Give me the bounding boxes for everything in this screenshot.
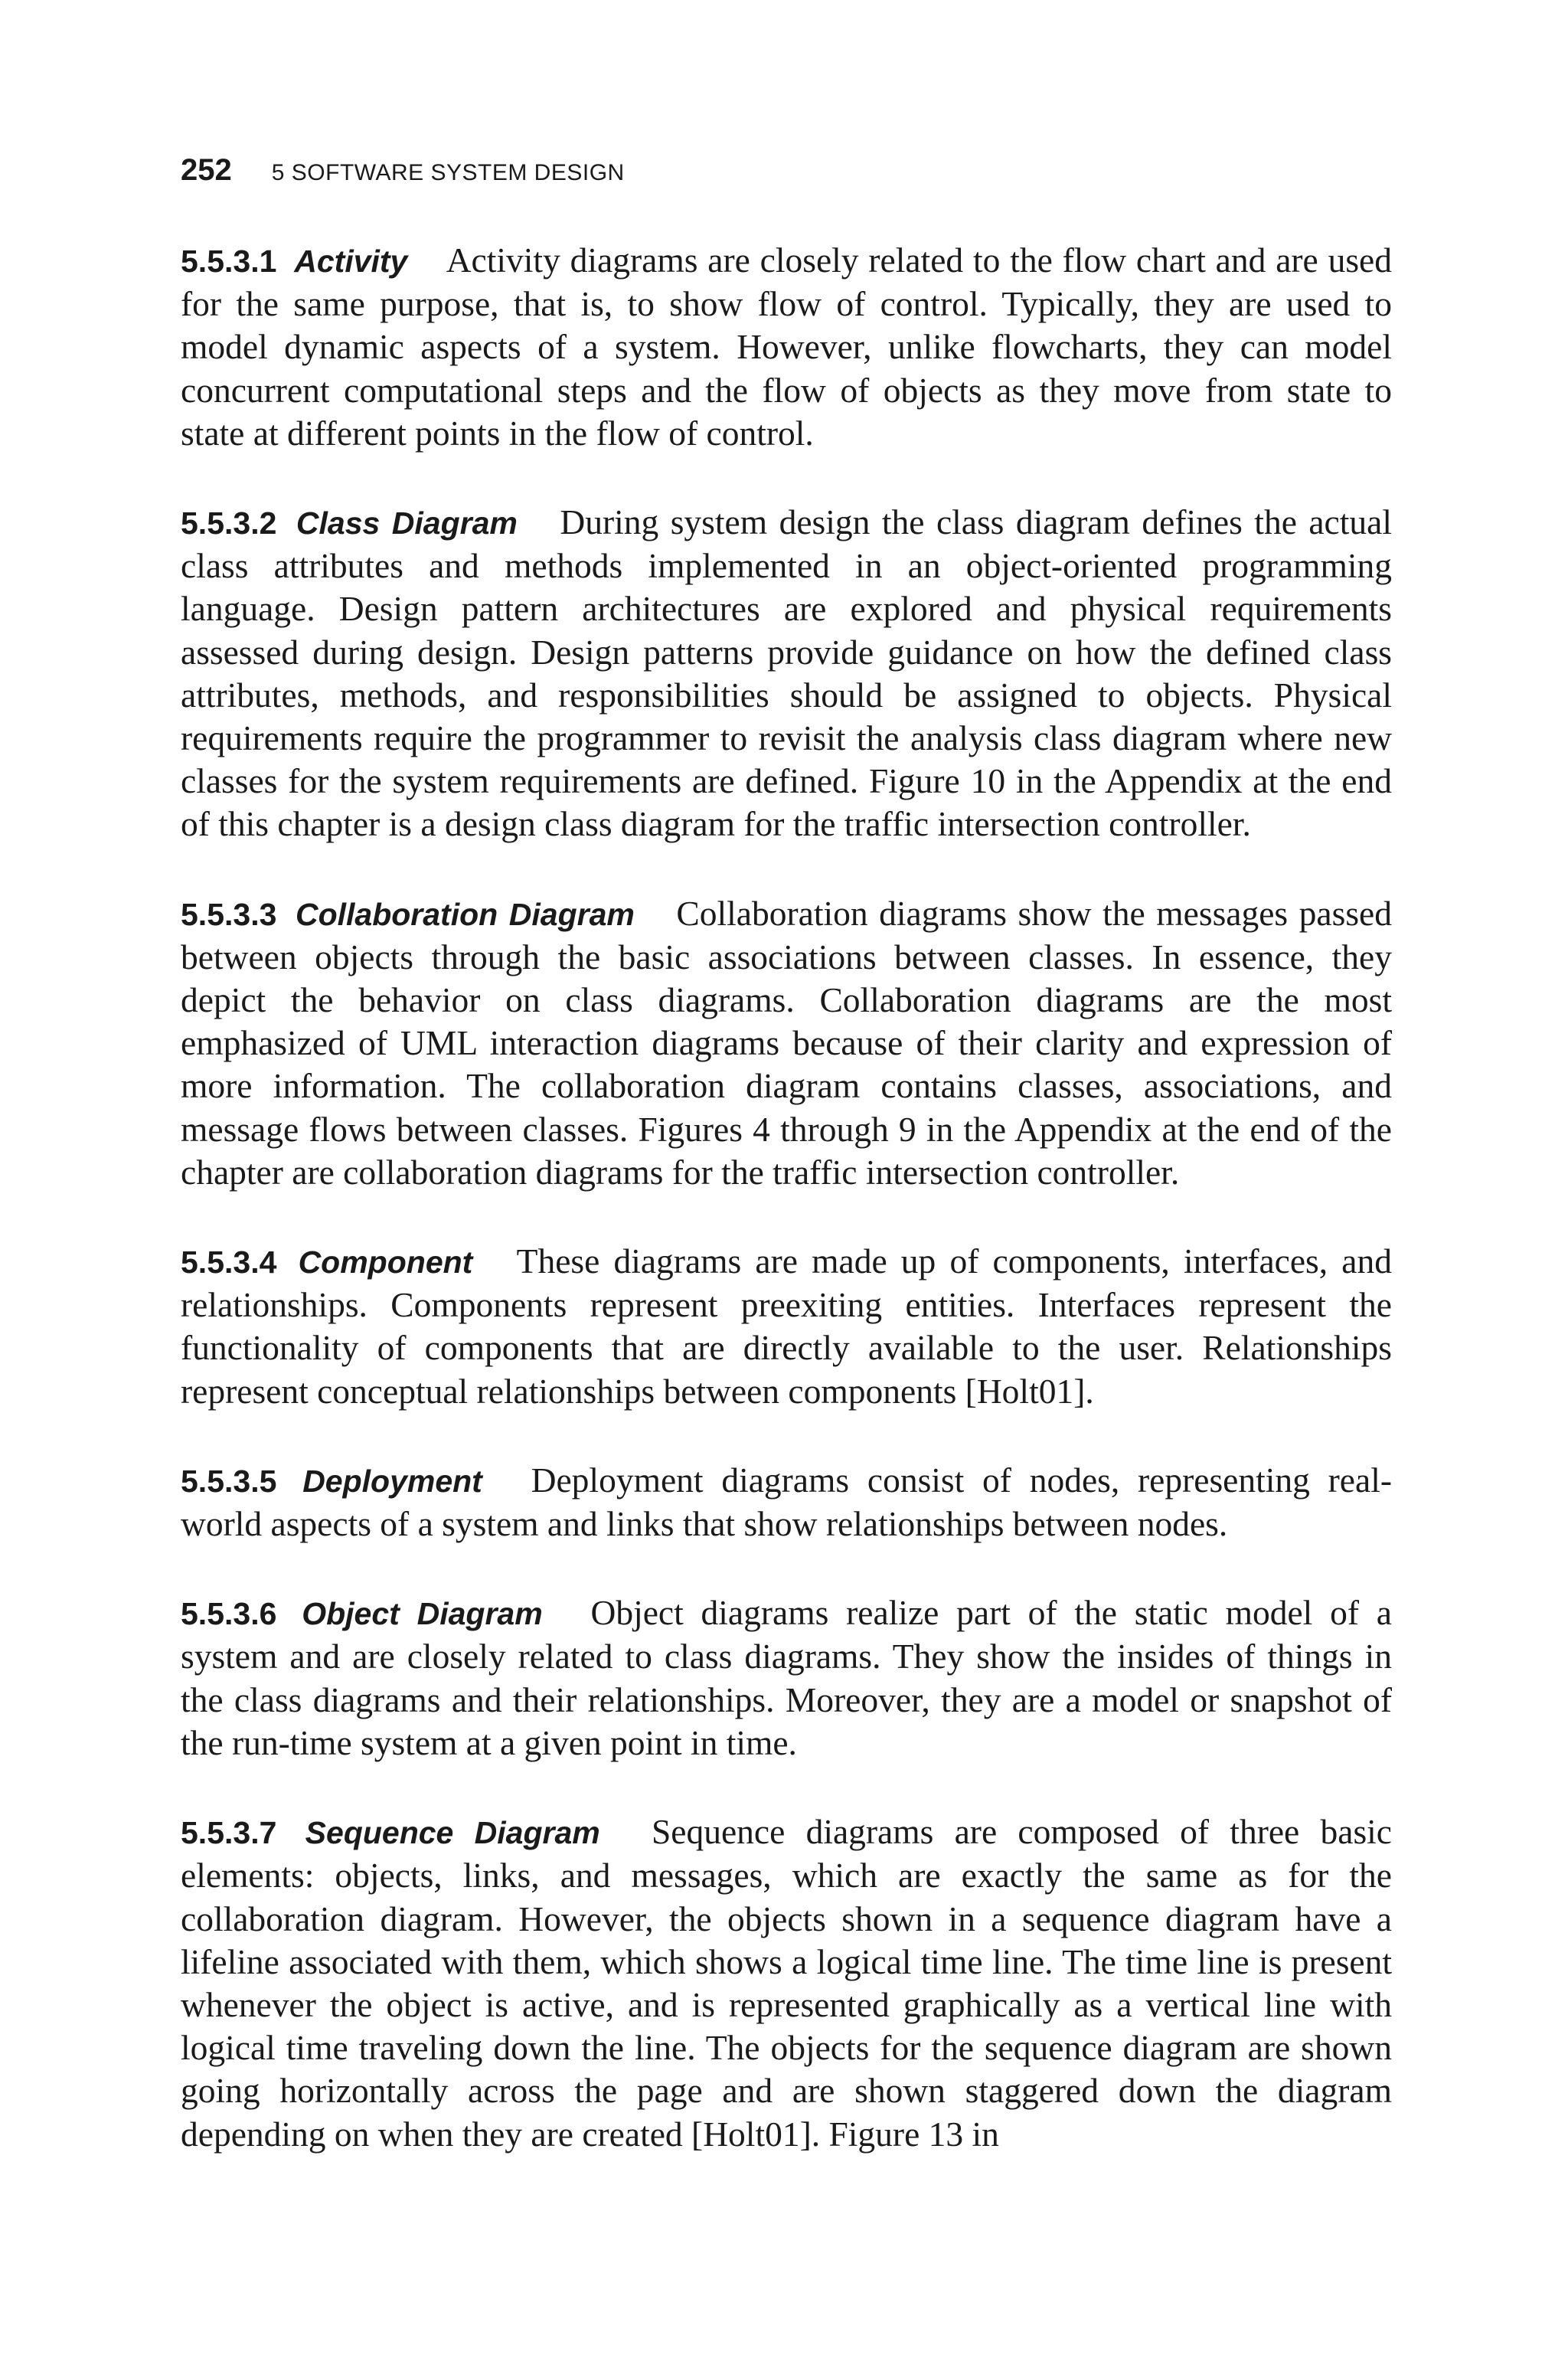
section-component	[181, 1240, 1392, 1413]
section-number: 5.5.3.1	[181, 244, 277, 279]
section-body: Object diagrams realize part of the static model of a system and are closely related to class diagrams. They show the insides of things in the class diagrams and their relationships. Moreover, they are a model or snapshot of the run-time system at a given point in time.	[181, 1593, 1392, 1762]
section-title: Activity	[294, 244, 408, 279]
section-number: 5.5.3.7	[181, 1815, 277, 1851]
section-class-diagram	[181, 501, 1392, 846]
section-number: 5.5.3.6	[181, 1596, 277, 1632]
section-number: 5.5.3.5	[181, 1463, 277, 1499]
book-page	[181, 153, 1392, 2202]
section-activity	[181, 239, 1392, 455]
chapter-title: 5 SOFTWARE SYSTEM DESIGN	[271, 160, 625, 185]
page-number: 252	[181, 153, 232, 187]
section-heading	[181, 897, 665, 932]
section-heading	[181, 1464, 513, 1499]
section-number: 5.5.3.2	[181, 505, 277, 541]
section-title: Class Diagram	[296, 505, 518, 541]
running-head	[181, 153, 1392, 199]
section-title: Sequence Diagram	[305, 1815, 600, 1851]
section-title: Deployment	[302, 1463, 482, 1499]
section-object-diagram	[181, 1591, 1392, 1765]
section-body: During system design the class diagram defines the actual class attributes and methods implemented in an object-oriented programming language. Design pattern architectures are explored and physical requirements assessed during design. Design patterns provide guidance on how the defined class attributes, methods, and responsibilities should be assigned to objects. Physical requirements require the programmer to revisit the analysis class diagram where new classes for the system requirements are defined. Figure 10 in the Appendix at the end of this chapter is a design class diagram for the traffic intersection controller.	[181, 502, 1392, 844]
section-body: Deployment diagrams consist of nodes, representing real-world aspects of a system and links that show relationships between nodes.	[181, 1460, 1392, 1544]
section-body: Sequence diagrams are composed of three basic elements: objects, links, and messages, which are exactly the same as for the collaboration diagram. However, the objects shown in a sequence diagram have a lifeline associated with them, which shows a logical time line. The time line is present whenever the object is active, and is represented graphically as a vertical line with logical time traveling down the line. The objects for the sequence diagram are shown going horizontally across the page and are shown staggered down the diagram depending on when they are created [Holt01]. Figure 13 in	[181, 1812, 1392, 2154]
section-heading	[181, 1815, 631, 1850]
section-collaboration-diagram	[181, 892, 1392, 1194]
section-body: Collaboration diagrams show the messages passed between objects through the basic associations between classes. In essence, they depict the behavior on class diagrams. Collaboration diagrams are the most emphasized of UML interaction diagrams because of their clarity and expression of more information. The collaboration diagram contains classes, associations, and message flows between classes. Figures 4 through 9 in the Appendix at the end of the chapter are collaboration diagrams for the traffic intersection controller.	[181, 893, 1392, 1192]
section-body: Activity diagrams are closely related to the flow chart and are used for the same purpose, that is, to show flow of control. Typically, they are used to model dynamic aspects of a system. However, unlike flowcharts, they can model concurrent computational steps and the flow of objects as they move from state to state at different points in the flow of control.	[181, 240, 1392, 453]
section-title: Component	[298, 1245, 473, 1280]
section-heading	[181, 505, 548, 541]
section-body: These diagrams are made up of components, interfaces, and relationships. Components represent preexiting entities. Interfaces represent the functionality of components that are directly available to the user. Relationships represent conceptual relationships between components [Holt01].	[181, 1241, 1392, 1411]
section-heading	[181, 1245, 503, 1280]
section-title: Object Diagram	[302, 1596, 543, 1632]
section-sequence-diagram	[181, 1810, 1392, 2156]
section-number: 5.5.3.4	[181, 1245, 277, 1280]
section-title: Collaboration Diagram	[295, 896, 635, 932]
section-heading	[181, 1596, 573, 1631]
section-deployment	[181, 1459, 1392, 1545]
section-number: 5.5.3.3	[181, 896, 277, 932]
section-heading	[181, 244, 438, 279]
